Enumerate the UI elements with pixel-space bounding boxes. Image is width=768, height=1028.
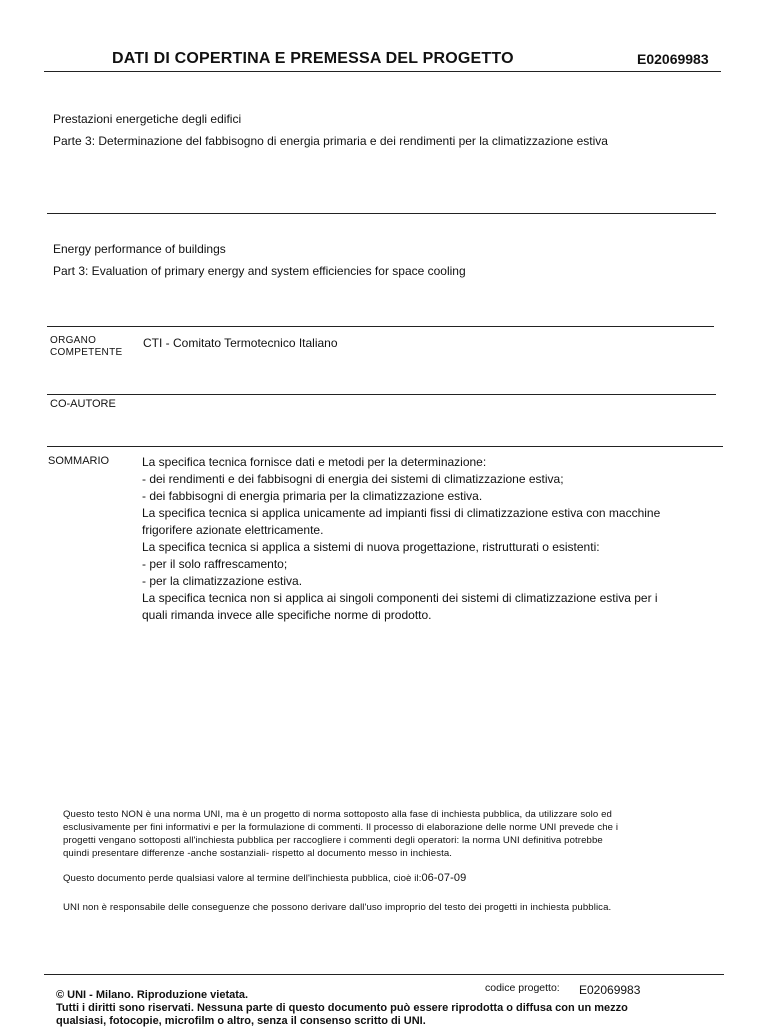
codice-label: codice progetto:	[485, 982, 560, 994]
copyright-line3: qualsiasi, fotocopie, microfilm o altro, senza il consenso scritto di UNI.	[56, 1015, 426, 1027]
sommario-line: - dei rendimenti e dei fabbisogni di energia dei sistemi di climatizzazione estiva;	[142, 472, 564, 486]
copyright-line1: © UNI - Milano. Riproduzione vietata.	[56, 989, 249, 1001]
sommario-line: - per la climatizzazione estiva.	[142, 574, 303, 588]
copyright	[56, 989, 746, 1028]
english-title-line2: Part 3: Evaluation of primary energy and system efficiencies for space cooling	[53, 264, 466, 278]
liability-notice: UNI non è responsabile delle conseguenze che possono derivare dall'uso improprio del testo dei progetti in inchiesta pubblica.	[63, 902, 612, 913]
sommario-line: La specifica tecnica si applica a sistemi di nuova progettazione, ristrutturati o esistenti:	[142, 540, 600, 554]
sommario-text	[142, 454, 732, 624]
english-title-line1: Energy performance of buildings	[53, 242, 226, 256]
sommario-line: - per il solo raffrescamento;	[142, 557, 288, 571]
notice-line: progetti vengano sottoposti all'inchiesta pubblica per raccogliere i commenti degli operatori: la norma UNI definitiva potrebbe	[63, 835, 603, 846]
italian-title-line1: Prestazioni energetiche degli edifici	[53, 112, 242, 126]
expiry-text: Questo documento perde qualsiasi valore al termine dell'inchiesta pubblica, cioè il:	[63, 873, 422, 884]
coautore-label: CO-AUTORE	[50, 398, 116, 410]
sommario-line: La specifica tecnica si applica unicamente ad impianti fissi di climatizzazione estiva con macchine	[142, 506, 661, 520]
sommario-line: quali rimanda invece alle specifiche norme di prodotto.	[142, 608, 432, 622]
italian-divider	[47, 213, 716, 214]
organo-divider	[47, 394, 716, 395]
footer-divider	[44, 974, 724, 975]
copyright-line2: Tutti i diritti sono riservati. Nessuna parte di questo documento può essere riprodotta o diffusa con un mezzo	[56, 1002, 628, 1014]
notice-line: quindi presentare differenze -anche sostanziali- rispetto al documento messo in inchiesta.	[63, 848, 453, 859]
inquiry-notice	[63, 808, 713, 860]
expiry-date: 06-07-09	[421, 872, 467, 884]
organo-label-line2: COMPETENTE	[50, 347, 123, 358]
codice-value: E02069983	[579, 983, 641, 997]
document-code: E02069983	[637, 51, 709, 67]
organo-label-line1: ORGANO	[50, 335, 97, 346]
page-title: DATI DI COPERTINA E PREMESSA DEL PROGETTO	[112, 50, 514, 67]
italian-title-line2: Parte 3: Determinazione del fabbisogno di energia primaria e dei rendimenti per la climatizzazione estiva	[53, 134, 608, 148]
header-divider	[44, 71, 721, 72]
organo-value: CTI - Comitato Termotecnico Italiano	[143, 336, 338, 350]
sommario-line: frigorifere azionate elettricamente.	[142, 523, 324, 537]
sommario-line: La specifica tecnica fornisce dati e metodi per la determinazione:	[142, 455, 487, 469]
sommario-line: La specifica tecnica non si applica ai singoli componenti dei sistemi di climatizzazione estiva per i	[142, 591, 658, 605]
sommario-line: - dei fabbisogni di energia primaria per la climatizzazione estiva.	[142, 489, 483, 503]
coautore-divider	[47, 446, 723, 447]
organo-label	[50, 335, 122, 359]
expiry-notice	[63, 872, 713, 885]
english-divider	[47, 326, 714, 327]
sommario-label: SOMMARIO	[48, 455, 110, 467]
notice-line: Questo testo NON è una norma UNI, ma è un progetto di norma sottoposto alla fase di inchiesta pubblica, da utilizzare solo ed	[63, 809, 612, 820]
notice-line: esclusivamente per fini informativi e per la formulazione di commenti. Il processo di elaborazione delle norme UNI prevede che i	[63, 822, 619, 833]
